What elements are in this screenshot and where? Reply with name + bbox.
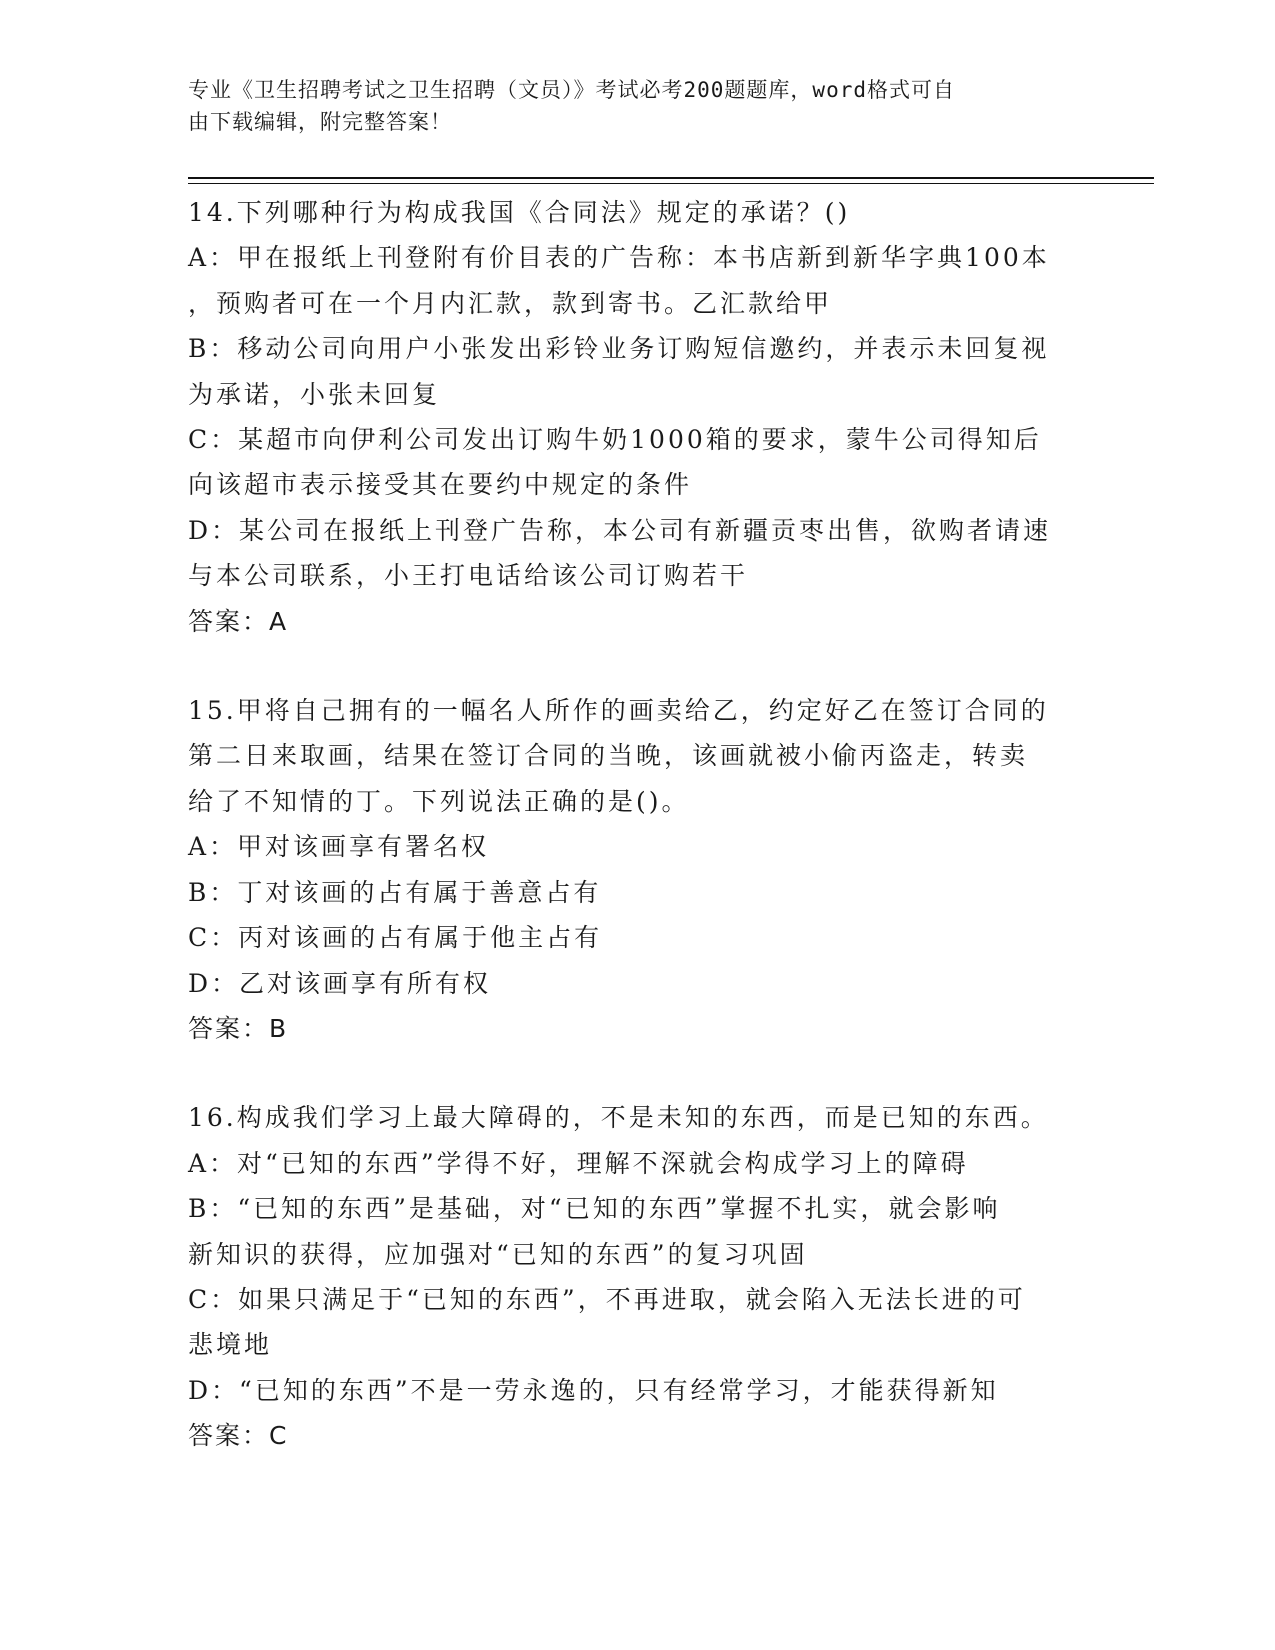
- question-stem: 16.构成我们学习上最大障碍的，不是未知的东西，而是已知的东西。: [188, 1103, 1049, 1133]
- header-divider-thick: [188, 177, 1154, 179]
- question-stem-cont: 第二日来取画，结果在签订合同的当晚，该画就被小偷丙盗走，转卖: [188, 741, 1029, 771]
- option-b: B：丁对该画的占有属于善意占有: [188, 877, 602, 907]
- option-b-cont: 为承诺，小张未回复: [188, 379, 441, 409]
- answer-label: 答案：C: [188, 1421, 289, 1451]
- option-a: A：甲对该画享有署名权: [188, 832, 490, 862]
- option-a: A：甲在报纸上刊登附有价目表的广告称：本书店新到新华字典100本: [188, 243, 1050, 273]
- question-list: [188, 190, 1088, 1503]
- question-stem-cont: 给了不知情的丁。下列说法正确的是()。: [188, 786, 690, 816]
- option-c: C：某超市向伊利公司发出订购牛奶1000箱的要求，蒙牛公司得知后: [188, 425, 1042, 455]
- header-line: 专业《卫生招聘考试之卫生招聘（文员）》考试必考200题题库，word格式可自: [188, 78, 955, 102]
- option-d: D：某公司在报纸上刊登广告称，本公司有新疆贡枣出售，欲购者请速: [188, 515, 1052, 545]
- answer-label: 答案：B: [188, 1013, 289, 1043]
- option-d: D：“已知的东西”不是一劳永逸的，只有经常学习，才能获得新知: [188, 1375, 999, 1405]
- question-stem: 15.甲将自己拥有的一幅名人所作的画卖给乙，约定好乙在签订合同的: [188, 696, 1049, 726]
- option-b: B：“已知的东西”是基础，对“已知的东西”掌握不扎实，就会影响: [188, 1194, 1001, 1224]
- question-stem: 14.下列哪种行为构成我国《合同法》规定的承诺？(): [188, 198, 851, 227]
- header-divider-thin: [188, 183, 1154, 184]
- answer-label: 答案：A: [188, 606, 289, 636]
- option-c: C：如果只满足于“已知的东西”，不再进取，就会陷入无法长进的可: [188, 1284, 1026, 1314]
- option-d-cont: 与本公司联系，小王打电话给该公司订购若干: [188, 561, 749, 591]
- option-a-cont: ，预购者可在一个月内汇款，款到寄书。乙汇款给甲: [188, 288, 833, 318]
- option-c-cont: 向该超市表示接受其在要约中规定的条件: [188, 470, 693, 500]
- question-15: [188, 688, 1088, 1051]
- option-d: D：乙对该画享有所有权: [188, 968, 492, 998]
- header-line: 由下载编辑，附完整答案！: [188, 110, 452, 134]
- option-a: A：对“已知的东西”学得不好，理解不深就会构成学习上的障碍: [188, 1148, 969, 1178]
- option-c: C：丙对该画的占有属于他主占有: [188, 923, 603, 953]
- option-b-cont: 新知识的获得，应加强对“已知的东西”的复习巩固: [188, 1239, 808, 1269]
- question-14: [188, 190, 1088, 644]
- question-16: [188, 1095, 1088, 1458]
- option-c-cont: 悲境地: [188, 1330, 273, 1360]
- option-b: B：移动公司向用户小张发出彩铃业务订购短信邀约，并表示未回复视: [188, 334, 1050, 364]
- document-header: [188, 74, 1068, 138]
